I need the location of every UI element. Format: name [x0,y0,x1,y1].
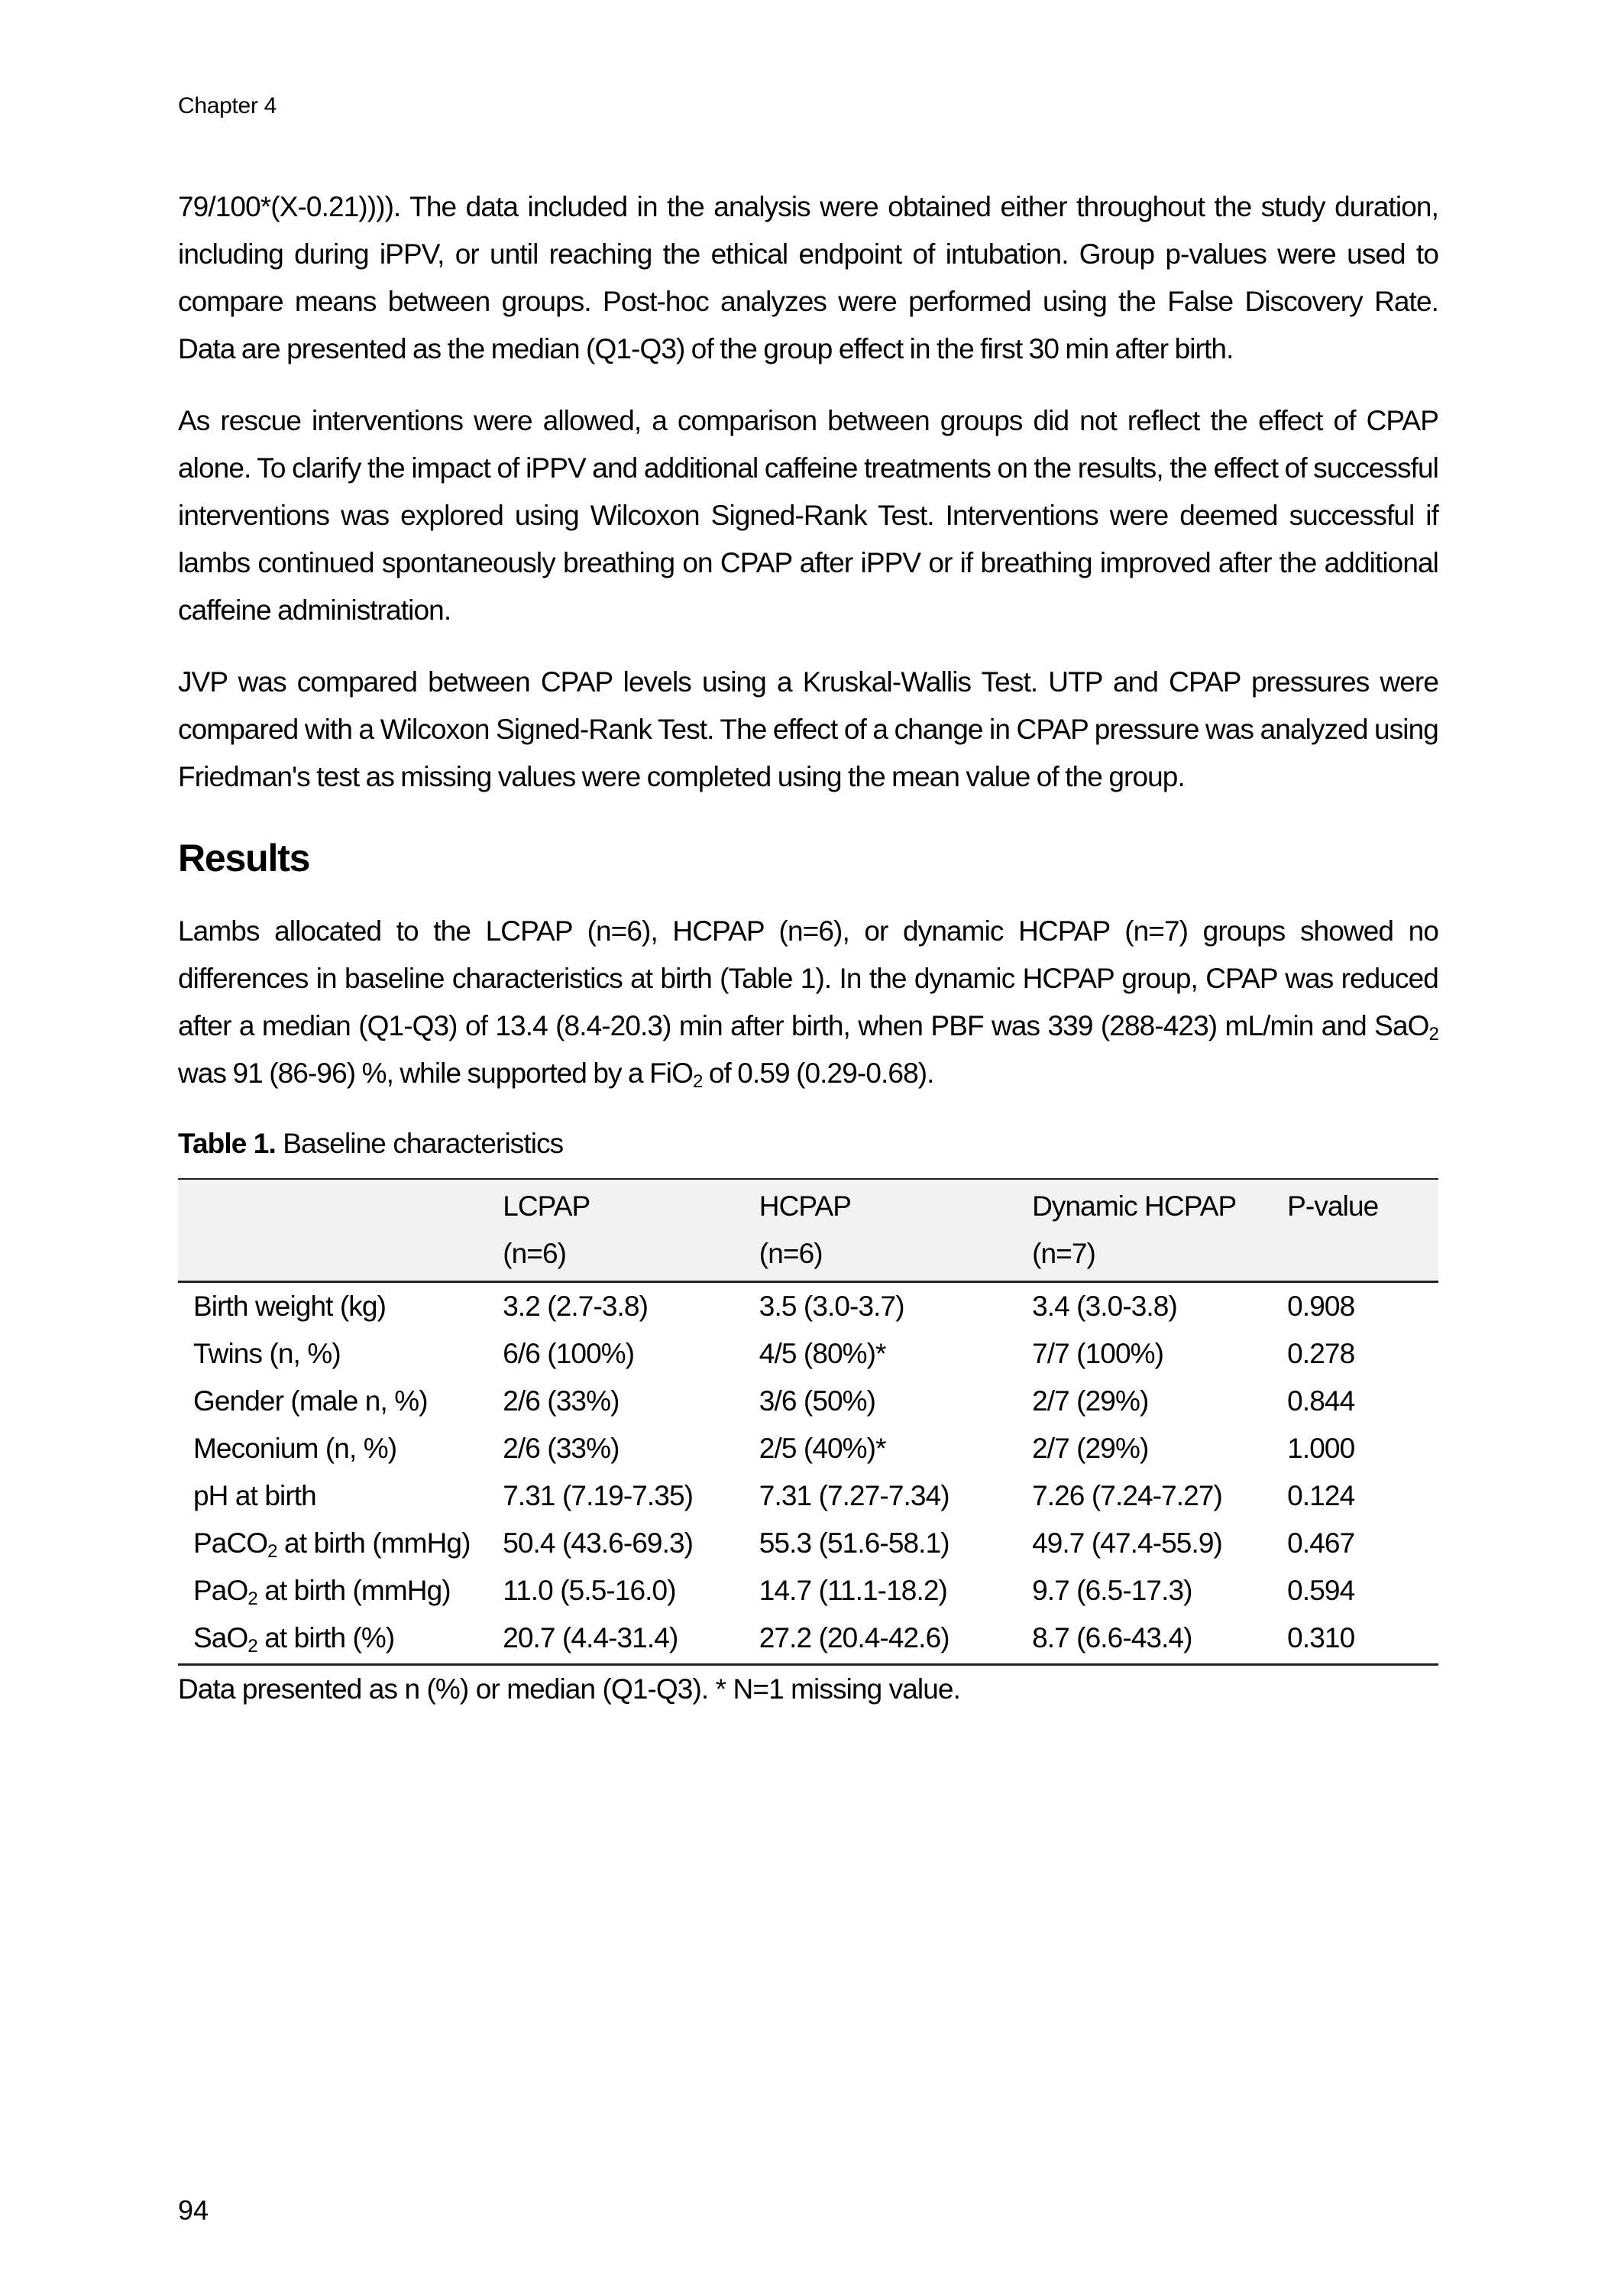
table-header-row [178,1179,1438,1282]
subscript: 2 [247,1636,257,1657]
cell-p-value: 0.278 [1287,1338,1355,1369]
methods-paragraph-3: JVP was compared between CPAP levels using a Kruskal-Wallis Test. UTP and CPAP pressures were compared with a Wilcoxon Signed-Rank Test. The effect of a change in CPAP pressure was analyzed using Friedman's test as missing values were completed using the mean value of the group. [178,666,1438,792]
column-header-dynamic-hcpap [1032,1179,1287,1282]
cell-dynamic-hcpap: 9.7 (6.5-17.3) [1032,1575,1192,1606]
cell-p-value: 0.594 [1287,1575,1355,1606]
cell-dynamic-hcpap: 3.4 (3.0-3.8) [1032,1291,1177,1322]
table-row [178,1330,1438,1378]
column-n: (n=7) [1032,1238,1095,1269]
methods-paragraph-1: 79/100*(X-0.21)))). The data included in the analysis were obtained either throughout the study duration, including during iPPV, or until reaching the ethical endpoint of intubation. Group p-values were used to compare means between groups. Post-hoc analyzes were performed using the False Discovery Rate. Data are presented as the median (Q1-Q3) of the group effect in the first 30 min after birth. [178,191,1438,364]
table-row [178,1567,1438,1614]
column-name: P-value [1287,1190,1379,1222]
column-name: Dynamic HCPAP [1032,1190,1237,1222]
subscript: 2 [1428,1024,1438,1044]
cell-lcpap: 50.4 (43.6-69.3) [503,1527,694,1559]
row-label: PaO$_2$ at birth (mmHg) [193,1575,451,1609]
cell-dynamic-hcpap: 49.7 (47.4-55.9) [1032,1527,1222,1559]
cell-hcpap: 7.31 (7.27-7.34) [759,1480,949,1511]
table-row [178,1614,1438,1665]
cell-p-value: 0.124 [1287,1480,1355,1511]
table-row [178,1425,1438,1472]
cell-hcpap: 3/6 (50%) [759,1385,876,1417]
cell-dynamic-hcpap: 2/7 (29%) [1032,1385,1149,1417]
cell-dynamic-hcpap: 2/7 (29%) [1032,1433,1149,1464]
column-header-p-value [1287,1179,1438,1282]
row-label: SaO$_2$ at birth (%) [178,1614,503,1665]
row-label: PaCO$_2$ at birth (mmHg) [193,1527,471,1562]
cell-dynamic-hcpap: 7/7 (100%) [1032,1338,1164,1369]
cell-p-value: 0.467 [1287,1527,1355,1559]
row-label: Gender (male n, %) [193,1385,428,1417]
cell-hcpap: 55.3 (51.6-58.1) [759,1527,949,1559]
table-row [178,1282,1438,1331]
row-label: Meconium (n, %) [193,1433,397,1464]
baseline-characteristics-table [178,1178,1438,1666]
cell-hcpap: 4/5 (80%)* [759,1338,886,1369]
table-caption-label: Table 1. [178,1128,276,1159]
cell-lcpap: 2/6 (33%) [503,1385,620,1417]
table-row [178,1472,1438,1520]
cell-lcpap: 20.7 (4.4-31.4) [503,1614,759,1665]
cell-hcpap: 2/5 (40%)* [759,1433,886,1464]
table-row [178,1520,1438,1567]
column-header-hcpap [759,1179,1032,1282]
subscript: 2 [692,1071,703,1092]
subscript: 2 [247,1589,257,1609]
cell-hcpap: 27.2 (20.4-42.6) [759,1614,1032,1665]
row-label: pH at birth [193,1480,316,1511]
cell-lcpap: 2/6 (33%) [503,1433,620,1464]
results-text-b: was 91 (86-96) %, while supported by a FiO [178,1057,693,1089]
page-number: 94 [178,2194,209,2226]
column-name: LCPAP [503,1190,590,1222]
column-header-lcpap [503,1179,759,1282]
cell-dynamic-hcpap: 7.26 (7.24-7.27) [1032,1480,1222,1511]
results-text-c: of 0.59 (0.29-0.68). [702,1057,934,1089]
cell-p-value: 1.000 [1287,1433,1355,1464]
table-caption [178,1120,1438,1168]
cell-hcpap: 14.7 (11.1-18.2) [759,1575,947,1606]
table-caption-text: Baseline characteristics [275,1128,564,1159]
page-content [178,183,1438,1713]
cell-p-value: 0.908 [1287,1291,1355,1322]
cell-dynamic-hcpap: 8.7 (6.6-43.4) [1032,1614,1287,1665]
column-header-variable [178,1179,503,1282]
column-n: (n=6) [503,1238,567,1269]
running-header: Chapter 4 [178,93,277,118]
cell-hcpap: 3.5 (3.0-3.7) [759,1291,904,1322]
cell-lcpap: 11.0 (5.5-16.0) [503,1575,676,1606]
results-paragraph [178,908,1438,1097]
table-row [178,1378,1438,1425]
row-label: Twins (n, %) [193,1338,341,1369]
cell-lcpap: 7.31 (7.19-7.35) [503,1480,694,1511]
cell-lcpap: 3.2 (2.7-3.8) [503,1291,649,1322]
methods-paragraph-2: As rescue interventions were allowed, a comparison between groups did not reflect the effect of CPAP alone. To clarify the impact of iPPV and additional caffeine treatments on the results, the effect of successful interventions was explored using Wilcoxon Signed-Rank Test. Interventions were deemed successful if lambs continued spontaneously breathing on CPAP after iPPV or if breathing improved after the additional caffeine administration. [178,405,1438,626]
cell-p-value: 0.844 [1287,1385,1355,1417]
results-heading: Results [178,837,310,879]
results-text-a: Lambs allocated to the LCPAP (n=6), HCPAP (n=6), or dynamic HCPAP (n=7) groups showed no differences in baseline characteristics at birth (Table 1). In the dynamic HCPAP group, CPAP was reduced after a median (Q1-Q3) of 13.4 (8.4-20.3) min after birth, when PBF was 339 (288-423) mL/min and SaO [178,915,1438,1041]
cell-p-value: 0.310 [1287,1614,1438,1665]
column-name: HCPAP [759,1190,852,1222]
table-footnote: Data presented as n (%) or median (Q1-Q3). * N=1 missing value. [178,1673,960,1705]
cell-lcpap: 6/6 (100%) [503,1338,635,1369]
column-n: (n=6) [759,1238,823,1269]
row-label: Birth weight (kg) [193,1291,387,1322]
subscript: 2 [267,1541,277,1562]
